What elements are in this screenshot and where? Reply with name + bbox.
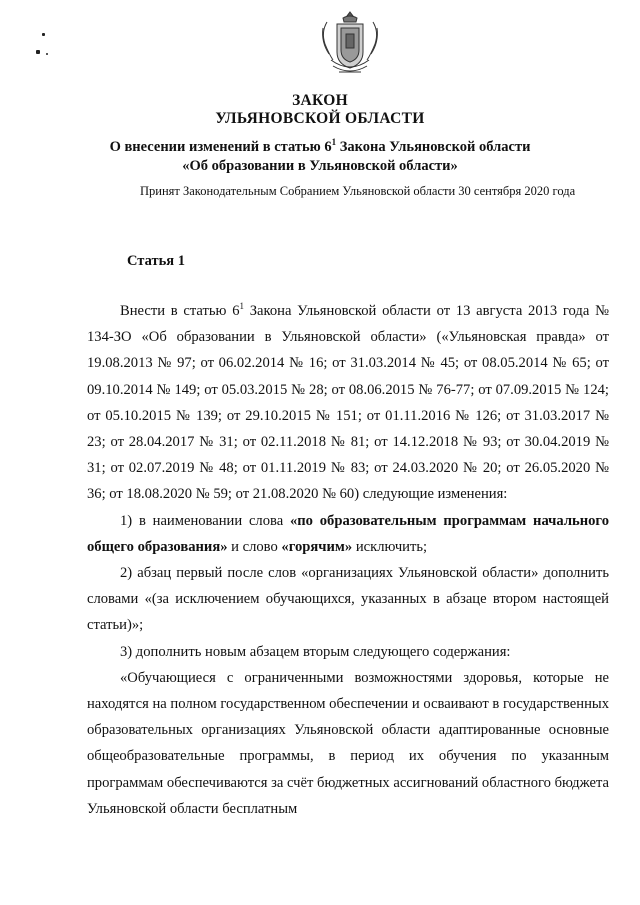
scan-speck xyxy=(42,33,45,36)
article-heading: Статья 1 xyxy=(127,253,185,269)
adoption-note: Принят Законодательным Собранием Ульяновской области 30 сентября 2020 года xyxy=(140,184,576,198)
scan-speck xyxy=(46,53,48,55)
bold-quoted-words: «по образовательным программам начального общего образования» xyxy=(87,512,609,555)
article-superscript: 1 xyxy=(239,301,244,312)
item-3-paragraph: 3) дополнить новым абзацем вторым следующего содержания: xyxy=(120,643,511,660)
law-subtitle-line-2: «Об образовании в Ульяновской области» xyxy=(182,158,458,174)
item-2-paragraph: 2) абзац первый после слов «организациях Ульяновской области» дополнить словами «(за исключением обучающихся, указанных в абзаце втором настоящей статьи)»; xyxy=(87,565,609,634)
item-1-paragraph xyxy=(87,508,609,560)
paragraph-text: 1) в наименовании слова xyxy=(120,512,290,529)
subtitle-text: О внесении изменений в статью 6 xyxy=(109,139,332,155)
law-type-heading: ЗАКОН xyxy=(292,92,348,109)
paragraph-text: Закона Ульяновской области от 13 августа 2013 года № 134-ЗО «Об образовании в Ульяновской области» («Ульяновская правда» от 19.08.2013 № 97; от 06.02.2014 № 16; от 31.03.2014 № 45; от 08.05.2014 № 65; от 09.10.2014 № 149; от 05.03.2015 № 28; от 08.06.2015 № 76-77; от 07.09.2015 № 124; от 05.10.2015 № 139; от 29.10.2015 № 151; от 01.11.2016 № 126; от 31.03.2017 № 23; от 28.04.2017 № 31; от 02.11.2018 № 81; от 14.12.2018 № 93; от 30.04.2019 № 31; от 02.07.2019 № 48; от 01.11.2019 № 83; от 24.03.2020 № 20; от 26.05.2020 № 36; от 18.08.2020 № 59; от 21.08.2020 № 60) следующие изменения: xyxy=(87,303,609,503)
law-title-block xyxy=(0,92,640,176)
subtitle-text: Закона Ульяновской области xyxy=(336,139,531,155)
bold-quoted-words: «горячим» xyxy=(281,538,353,555)
scan-speck xyxy=(36,50,40,54)
law-region-heading: УЛЬЯНОВСКОЙ ОБЛАСТИ xyxy=(215,110,425,127)
law-subtitle-line-1 xyxy=(0,138,640,157)
article-body xyxy=(87,298,609,822)
paragraph-text: и слово xyxy=(227,538,282,555)
paragraph-text: Внести в статью 6 xyxy=(120,303,240,319)
paragraph-text: исключить; xyxy=(352,538,428,555)
article-superscript: 1 xyxy=(331,137,337,148)
intro-paragraph xyxy=(87,298,609,508)
coat-of-arms-emblem xyxy=(317,8,383,80)
quoted-paragraph: «Обучающиеся с ограниченными возможностями здоровья, которые не находятся на полном государственном обеспечении и осваивают в государственных образовательных организациях Ульяновской области адаптированные основные общеобразовательные программы, в период их обучения по указанным программам обеспечиваются за счёт бюджетных ассигнований областного бюджета Ульяновской области бесплатным xyxy=(87,669,609,817)
